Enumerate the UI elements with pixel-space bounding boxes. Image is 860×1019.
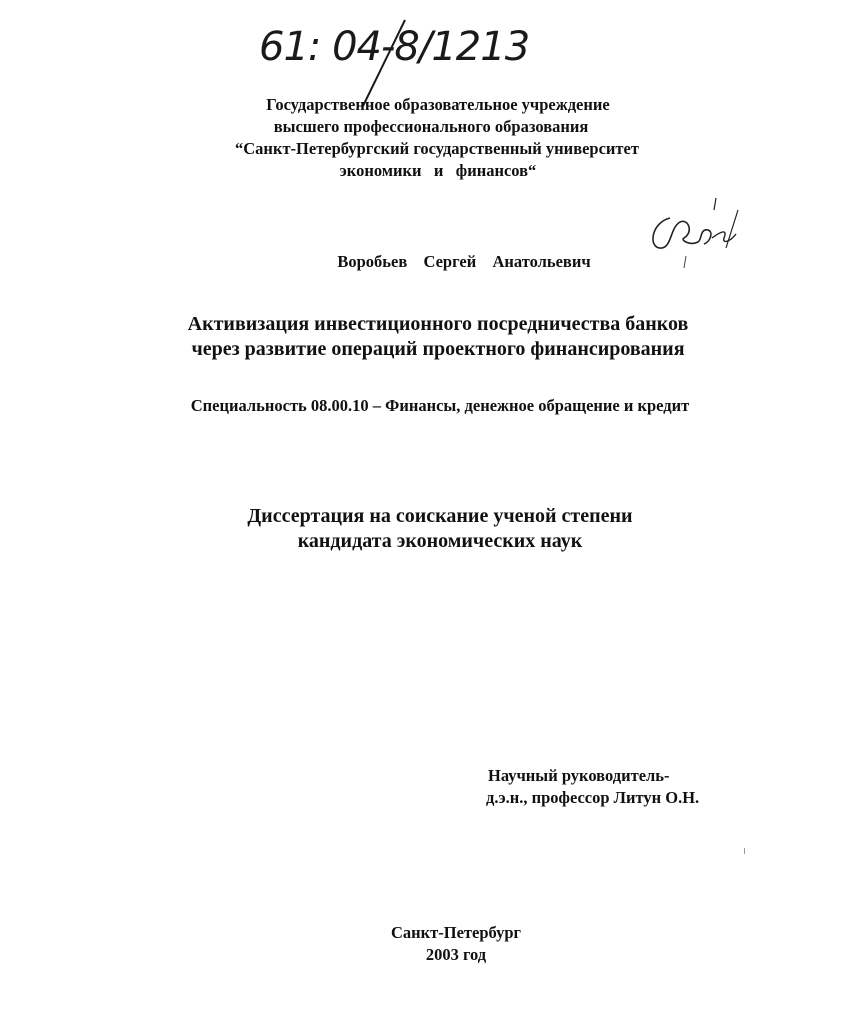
supervisor-block	[488, 765, 699, 809]
institution-line-1: Государственное образовательное учреждение	[266, 95, 610, 114]
speciality: Специальность 08.00.10 – Финансы, денежное обращение и кредит	[190, 396, 690, 415]
degree-statement	[0, 504, 836, 554]
degree-line-1: Диссертация на соискание ученой степени	[247, 505, 633, 527]
archive-code-drawing	[255, 14, 530, 104]
supervisor-line-2: д.э.н., профессор Литун О.Н.	[486, 788, 700, 807]
title-line-1: Активизация инвестиционного посредничества банков	[187, 313, 689, 335]
handwritten-archive-code	[255, 14, 530, 104]
year: 2003 год	[425, 945, 487, 964]
place-and-year	[0, 922, 852, 966]
dissertation-title	[0, 312, 834, 362]
degree-line-2: кандидата экономических наук	[297, 530, 583, 552]
title-line-2: через развитие операций проектного финансирования	[191, 338, 685, 360]
institution-line-2: высшего профессионального образования	[273, 117, 589, 136]
scan-speck	[744, 848, 745, 854]
institution-header	[0, 94, 792, 182]
city: Санкт-Петербург	[390, 923, 522, 942]
institution-line-3: “Санкт-Петербургский государственный университет	[235, 139, 639, 158]
archive-code-text: 61: 04-8/1213	[259, 24, 530, 70]
supervisor-line-1: Научный руководитель-	[488, 766, 670, 785]
institution-line-4: экономики и финансов“	[339, 161, 537, 180]
author-name: Воробьев Сергей Анатольевич	[337, 252, 591, 271]
